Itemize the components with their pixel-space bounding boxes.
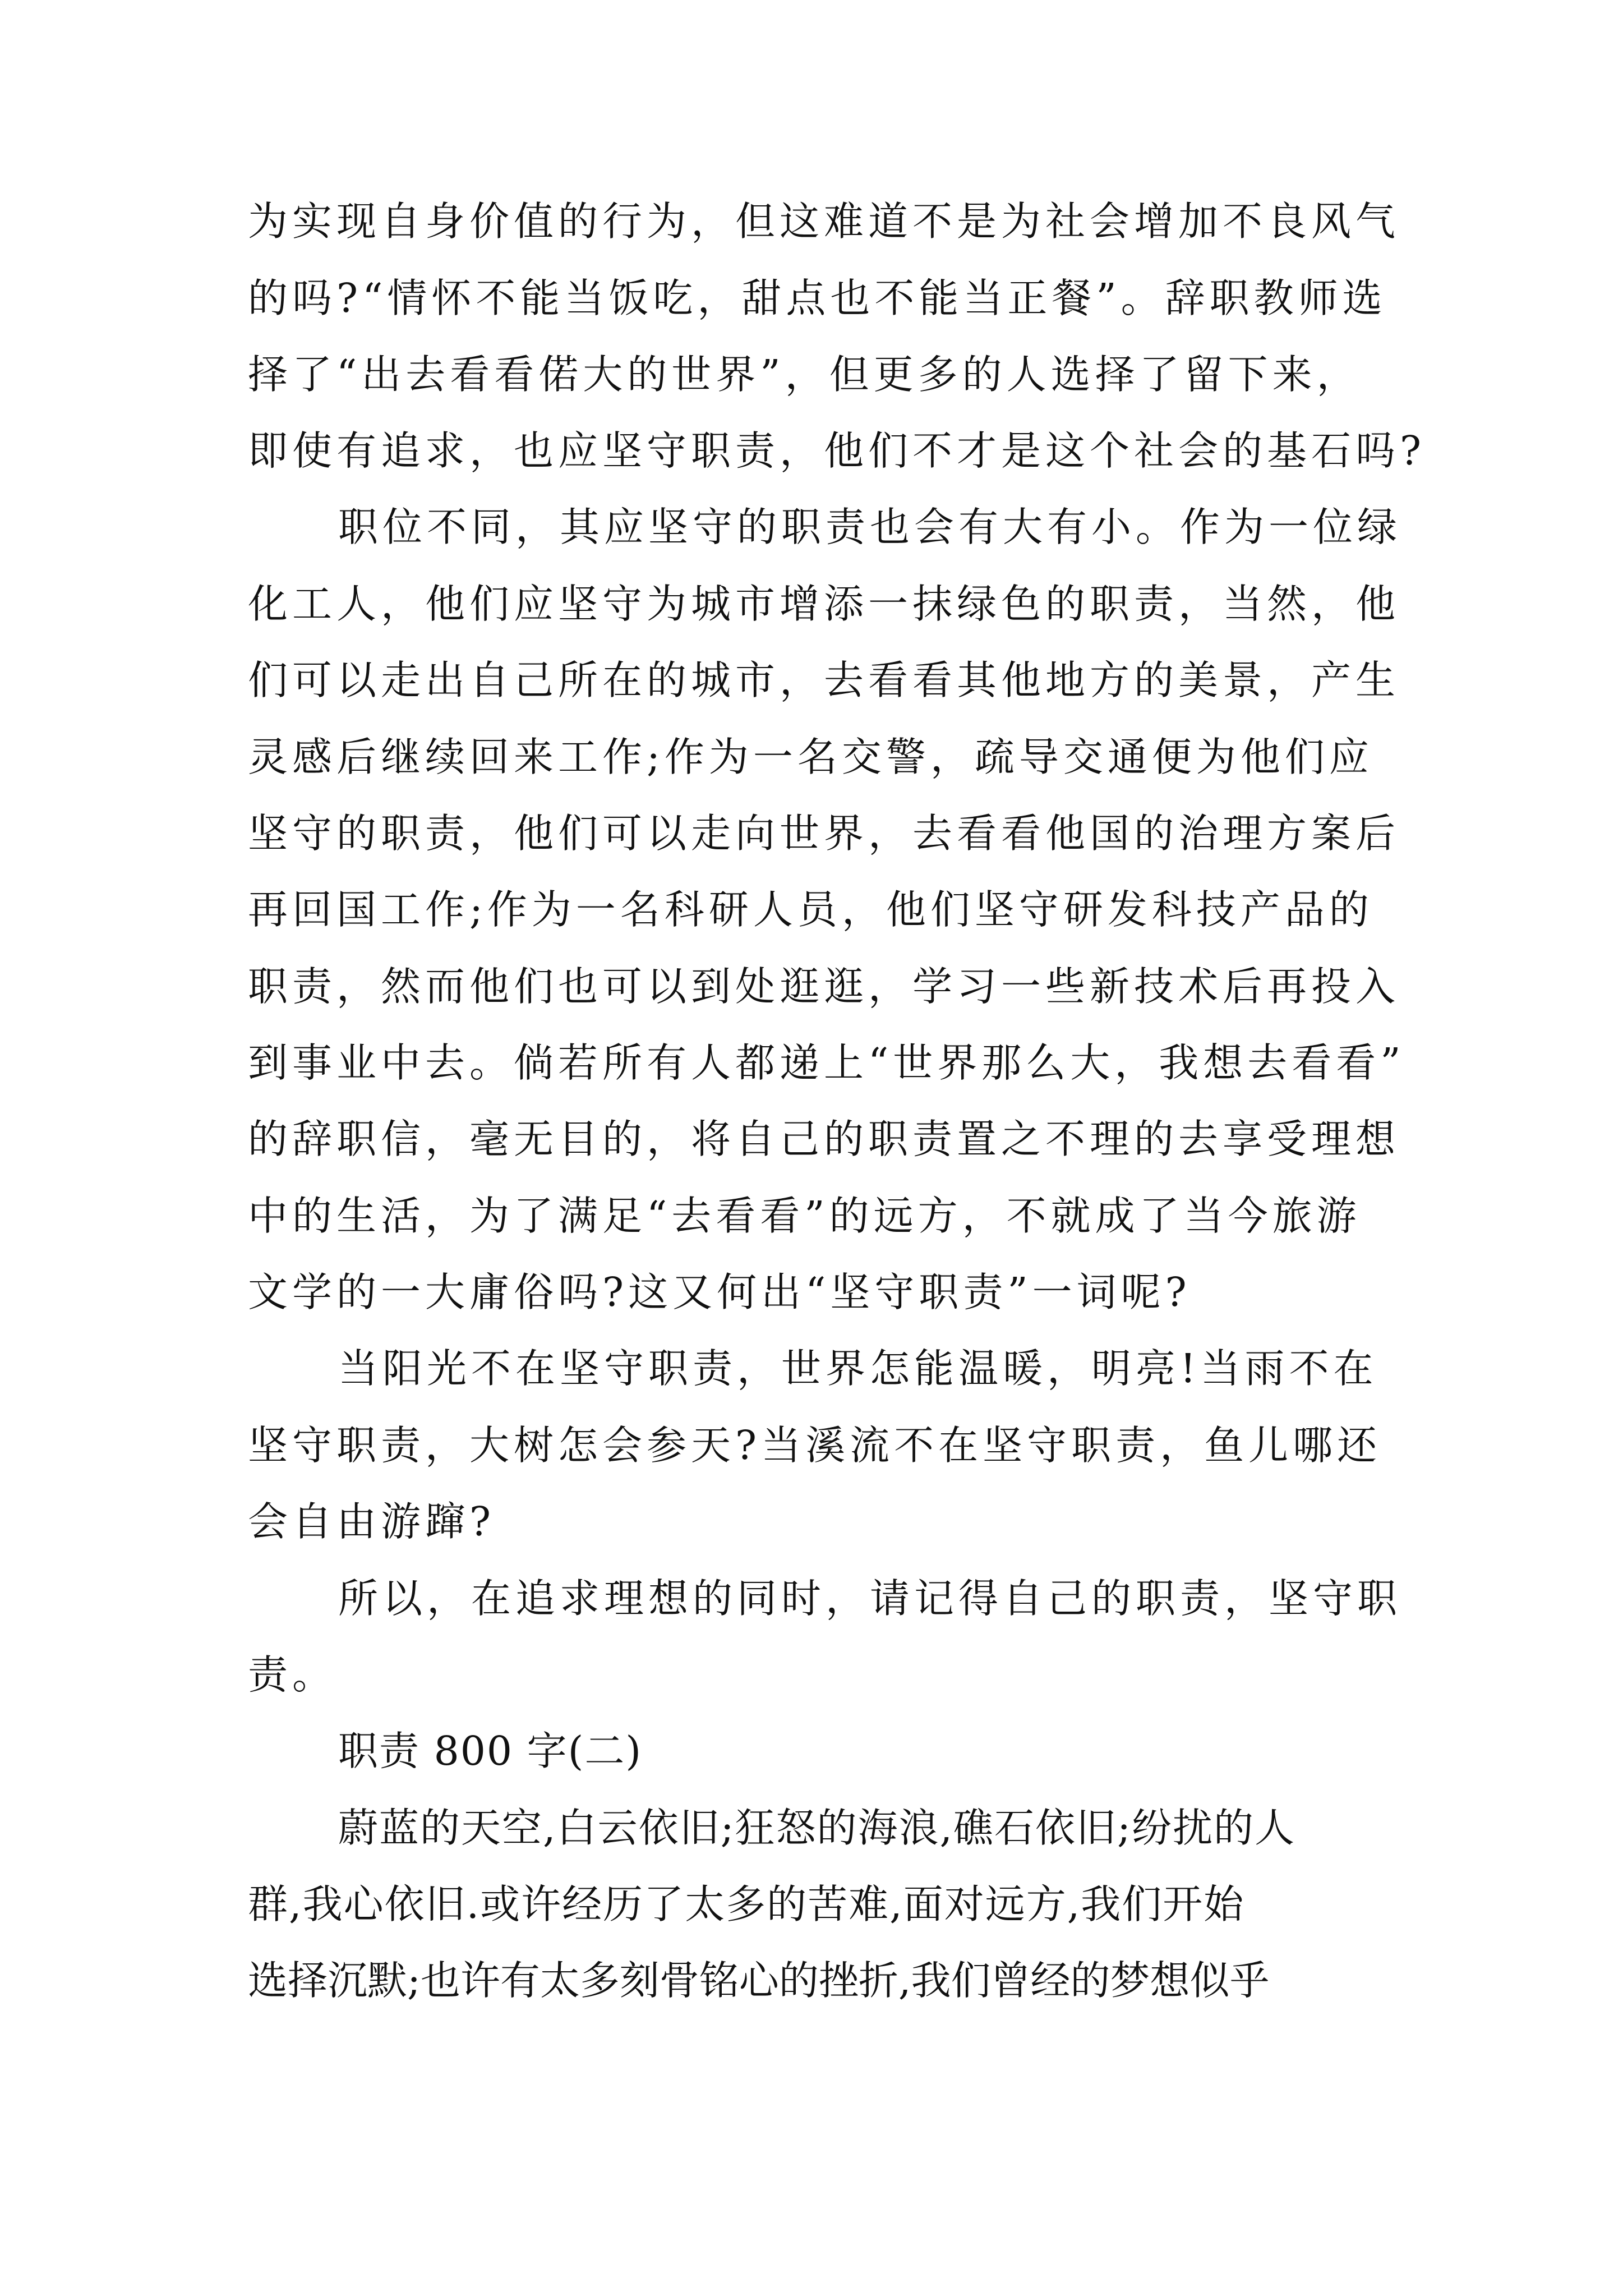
text-line: 为实现自身价值的行为，但这难道不是为社会增加不良风气 [248,198,1400,245]
text-line: 责。 [248,1651,337,1698]
text-line: 当阳光不在坚守职责，世界怎能温暖，明亮!当雨不在 [338,1345,1378,1392]
text-line: 会自由游蹿? [248,1498,496,1545]
text-line: 职责，然而他们也可以到处逛逛，学习一些新技术后再投入 [248,963,1400,1010]
text-line: 中的生活，为了满足“去看看”的远方，不就成了当今旅游 [248,1193,1361,1239]
text-line: 文学的一大庸俗吗?这又何出“坚守职责”一词呢? [248,1269,1191,1315]
text-line: 的吗?“情怀不能当饭吃，甜点也不能当正餐”。辞职教师选 [248,275,1387,321]
text-line: 择了“出去看看偌大的世界”，但更多的人选择了留下来， [248,351,1361,398]
section-heading: 职责 800 字(二) [338,1728,643,1774]
text-line: 们可以走出自己所在的城市，去看看其他地方的美景，产生 [248,657,1400,703]
text-line: 所以，在追求理想的同时，请记得自己的职责，坚守职 [338,1575,1402,1622]
text-line: 坚守职责，大树怎会参天?当溪流不在坚守职责，鱼儿哪还 [248,1422,1382,1469]
text-line: 即使有追求，也应坚守职责，他们不才是这个社会的基石吗? [248,427,1426,474]
text-line: 的辞职信，毫无目的，将自己的职责置之不理的去享受理想 [248,1116,1400,1162]
text-line: 再回国工作;作为一名科研人员，他们坚守研发科技产品的 [248,886,1373,933]
text-line: 坚守的职责，他们可以走向世界，去看看他国的治理方案后 [248,810,1400,857]
text-line: 到事业中去。倘若所有人都递上“世界那么大，我想去看看” [248,1039,1405,1086]
text-line: 群,我心依旧.或许经历了太多的苦难,面对远方,我们开始 [248,1881,1245,1927]
text-line: 选择沉默;也许有太多刻骨铭心的挫折,我们曾经的梦想似乎 [248,1957,1270,2004]
text-line: 职位不同，其应坚守的职责也会有大有小。作为一位绿 [338,504,1402,550]
text-line: 蔚蓝的天空,白云依旧;狂怒的海浪,礁石依旧;纷扰的人 [338,1805,1295,1851]
text-line: 化工人，他们应坚守为城市增添一抹绿色的职责，当然，他 [248,581,1400,627]
text-line: 灵感后继续回来工作;作为一名交警，疏导交通便为他们应 [248,734,1373,780]
